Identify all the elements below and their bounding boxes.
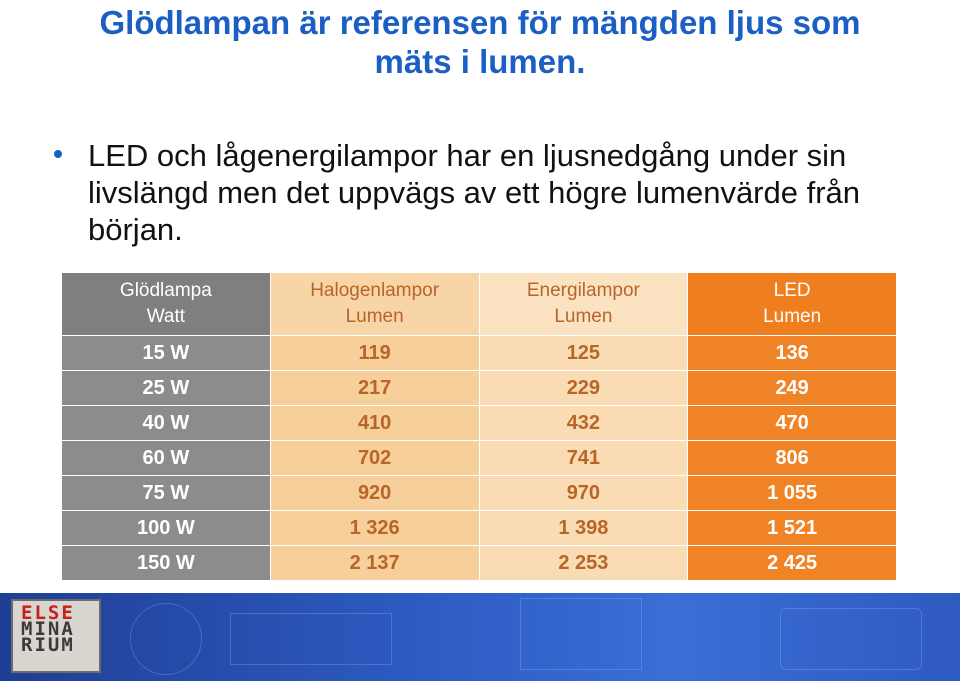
halogen-cell: 217 <box>270 371 479 406</box>
header-energi <box>479 273 688 336</box>
bullet-point <box>54 137 934 248</box>
header-gloedlampa <box>62 273 271 336</box>
logo-line-2: MINA <box>21 618 75 640</box>
header-label: Glödlampa <box>119 280 212 301</box>
halogen-cell: 920 <box>270 476 479 511</box>
energi-cell: 432 <box>479 406 688 441</box>
header-unit: Lumen <box>763 306 822 327</box>
led-cell: 1 055 <box>688 476 897 511</box>
table-header-row <box>62 273 897 336</box>
table-row <box>62 371 897 406</box>
table-row <box>62 336 897 371</box>
energi-cell: 229 <box>479 371 688 406</box>
table-row <box>62 406 897 441</box>
watt-cell: 15 W <box>62 336 271 371</box>
bullet-dot-icon <box>54 150 62 158</box>
halogen-cell: 119 <box>270 336 479 371</box>
slide-title-line-1: Glödlampan är referensen för mängden ljus som <box>99 4 861 41</box>
halogen-cell: 1 326 <box>270 511 479 546</box>
energi-cell: 2 253 <box>479 546 688 581</box>
led-cell: 470 <box>688 406 897 441</box>
header-unit: Lumen <box>554 306 613 327</box>
header-label: LED <box>773 280 811 301</box>
halogen-cell: 410 <box>270 406 479 441</box>
energi-cell: 970 <box>479 476 688 511</box>
slide-title-line-2: mäts i lumen. <box>374 43 586 80</box>
watt-cell: 40 W <box>62 406 271 441</box>
header-led <box>688 273 897 336</box>
slide-title <box>0 3 960 81</box>
header-unit: Watt <box>146 306 186 327</box>
logo-line-1: ELSE <box>21 602 75 624</box>
logo-line-3: RIUM <box>21 634 75 656</box>
led-cell: 249 <box>688 371 897 406</box>
decorative-grid-icon <box>520 598 642 670</box>
table-row <box>62 511 897 546</box>
led-cell: 806 <box>688 441 897 476</box>
table-row <box>62 441 897 476</box>
table-row <box>62 476 897 511</box>
header-label: Energilampor <box>526 280 640 301</box>
halogen-cell: 2 137 <box>270 546 479 581</box>
watt-cell: 100 W <box>62 511 271 546</box>
header-halogen <box>270 273 479 336</box>
footer-banner <box>0 593 960 681</box>
header-label: Halogenlampor <box>310 280 440 301</box>
energi-cell: 125 <box>479 336 688 371</box>
led-cell: 136 <box>688 336 897 371</box>
watt-cell: 75 W <box>62 476 271 511</box>
bullet-text: LED och lågenergilampor har en ljusnedgång under sin livslängd men det uppvägs av ett högre lumenvärde från början. <box>88 138 861 247</box>
lumen-table <box>61 272 897 581</box>
watt-cell: 60 W <box>62 441 271 476</box>
halogen-cell: 702 <box>270 441 479 476</box>
energi-cell: 741 <box>479 441 688 476</box>
watt-cell: 25 W <box>62 371 271 406</box>
led-cell: 2 425 <box>688 546 897 581</box>
watt-cell: 150 W <box>62 546 271 581</box>
decorative-circle-icon <box>130 603 202 675</box>
energi-cell: 1 398 <box>479 511 688 546</box>
decorative-grid-icon <box>230 613 392 665</box>
elseminarium-logo <box>11 599 101 673</box>
header-unit: Lumen <box>345 306 404 327</box>
decorative-grid-icon <box>780 608 922 670</box>
led-cell: 1 521 <box>688 511 897 546</box>
table-row <box>62 546 897 581</box>
